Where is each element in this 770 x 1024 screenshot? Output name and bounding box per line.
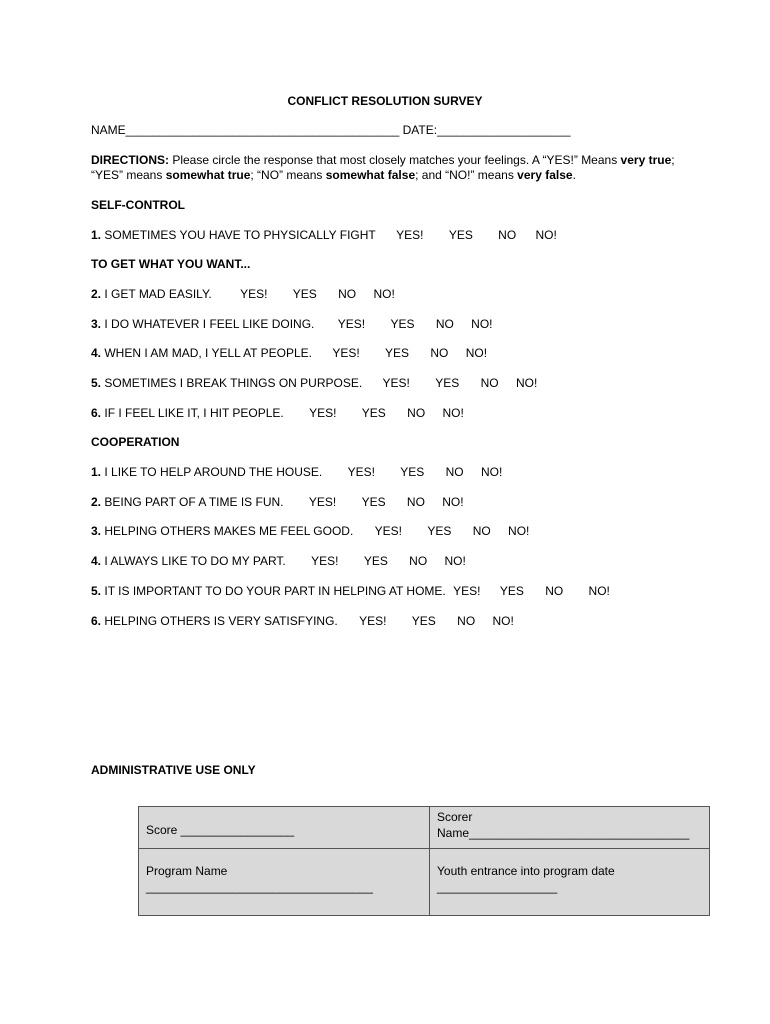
directions-text-5: . bbox=[572, 168, 576, 182]
survey-title: CONFLICT RESOLUTION SURVEY bbox=[287, 94, 483, 108]
response-yes-strong[interactable]: YES! bbox=[308, 495, 337, 509]
response-no[interactable]: NO bbox=[435, 317, 454, 331]
response-no[interactable]: NO bbox=[430, 346, 449, 360]
question-number: 4. bbox=[91, 554, 102, 568]
question-text: HELPING OTHERS IS VERY SATISFYING. bbox=[104, 614, 338, 628]
response-no[interactable]: NO bbox=[480, 376, 499, 390]
question-text: I DO WHATEVER I FEEL LIKE DOING. bbox=[104, 317, 315, 331]
response-yes-strong[interactable]: YES! bbox=[337, 317, 366, 331]
scorer-name-field[interactable]: Name_________________________________ bbox=[437, 826, 690, 840]
question-number: 6. bbox=[91, 406, 102, 420]
response-yes[interactable]: YES bbox=[292, 287, 317, 301]
question-number: 1. bbox=[91, 228, 102, 242]
response-no[interactable]: NO bbox=[472, 524, 491, 538]
response-yes[interactable]: YES bbox=[411, 614, 436, 628]
youth-entrance-field[interactable]: __________________ bbox=[437, 880, 558, 894]
response-yes[interactable]: YES bbox=[427, 524, 452, 538]
name-date-line[interactable]: NAME_________________________________________ DATE:____________________ bbox=[91, 123, 571, 137]
response-no[interactable]: NO bbox=[338, 287, 357, 301]
response-yes-strong[interactable]: YES! bbox=[347, 465, 375, 479]
response-no[interactable]: NO bbox=[409, 554, 428, 568]
response-no[interactable]: NO bbox=[457, 614, 476, 628]
question-number: 3. bbox=[91, 524, 102, 538]
question-row bbox=[91, 376, 537, 391]
question-number: 4. bbox=[91, 346, 102, 360]
response-yes-strong[interactable]: YES! bbox=[311, 554, 339, 568]
directions-bold-2: somewhat true bbox=[165, 168, 251, 182]
question-number: 6. bbox=[91, 614, 102, 628]
directions-text-2: ; “YES” means bbox=[91, 153, 675, 182]
question-text: SOMETIMES I BREAK THINGS ON PURPOSE. bbox=[104, 376, 363, 390]
scorer-cell bbox=[430, 807, 710, 849]
directions-bold-1: very true bbox=[620, 153, 672, 167]
section-heading-cooperation: COOPERATION bbox=[91, 435, 180, 449]
question-text: I LIKE TO HELP AROUND THE HOUSE. bbox=[104, 465, 323, 479]
question-row bbox=[91, 228, 557, 243]
response-no-strong[interactable]: NO! bbox=[515, 376, 538, 390]
section-heading-self-control: SELF-CONTROL bbox=[91, 198, 185, 212]
question-row bbox=[91, 584, 610, 599]
youth-entrance-cell bbox=[430, 849, 710, 916]
question-row bbox=[91, 614, 514, 629]
response-yes-strong[interactable]: YES! bbox=[332, 346, 360, 360]
question-row bbox=[91, 554, 466, 569]
response-yes-strong[interactable]: YES! bbox=[396, 228, 424, 242]
question-number: 2. bbox=[91, 495, 102, 509]
response-no[interactable]: NO bbox=[545, 584, 564, 598]
directions-text-3: ; “NO” means bbox=[250, 168, 326, 182]
program-cell bbox=[139, 849, 430, 916]
section-heading-get-what-you-want: TO GET WHAT YOU WANT... bbox=[91, 257, 251, 271]
question-text: I ALWAYS LIKE TO DO MY PART. bbox=[104, 554, 286, 568]
directions-bold-3: somewhat false bbox=[325, 168, 416, 182]
response-yes-strong[interactable]: YES! bbox=[382, 376, 410, 390]
question-number: 1. bbox=[91, 465, 102, 479]
response-no-strong[interactable]: NO! bbox=[471, 317, 493, 331]
response-no-strong[interactable]: NO! bbox=[442, 406, 464, 420]
question-text: WHEN I AM MAD, I YELL AT PEOPLE. bbox=[104, 346, 312, 360]
question-row bbox=[91, 346, 487, 361]
question-row bbox=[91, 524, 529, 539]
directions-bold-4: very false bbox=[517, 168, 573, 182]
question-text: SOMETIMES YOU HAVE TO PHYSICALLY FIGHT bbox=[104, 228, 376, 242]
response-no[interactable]: NO bbox=[407, 406, 426, 420]
question-text: IF I FEEL LIKE IT, I HIT PEOPLE. bbox=[104, 406, 284, 420]
directions bbox=[91, 153, 691, 183]
response-no-strong[interactable]: NO! bbox=[535, 228, 557, 242]
response-yes-strong[interactable]: YES! bbox=[453, 584, 481, 598]
question-text: I GET MAD EASILY. bbox=[104, 287, 212, 301]
response-no[interactable]: NO bbox=[445, 465, 464, 479]
response-no-strong[interactable]: NO! bbox=[492, 614, 514, 628]
response-yes[interactable]: YES bbox=[448, 228, 473, 242]
question-number: 2. bbox=[91, 287, 102, 301]
question-number: 5. bbox=[91, 584, 102, 598]
response-yes[interactable]: YES bbox=[435, 376, 460, 390]
admin-row bbox=[139, 849, 710, 916]
admin-table bbox=[138, 806, 710, 916]
question-row bbox=[91, 495, 464, 510]
response-yes-strong[interactable]: YES! bbox=[359, 614, 387, 628]
response-no[interactable]: NO bbox=[406, 495, 425, 509]
question-text: BEING PART OF A TIME IS FUN. bbox=[104, 495, 284, 509]
scorer-label: Scorer bbox=[437, 810, 473, 824]
response-no-strong[interactable]: NO! bbox=[442, 495, 464, 509]
response-yes-strong[interactable]: YES! bbox=[240, 287, 268, 301]
score-field[interactable]: Score _________________ bbox=[146, 823, 295, 837]
question-text: IT IS IMPORTANT TO DO YOUR PART IN HELPING AT HOME. bbox=[104, 584, 446, 598]
program-name-label: Program Name bbox=[146, 864, 228, 878]
response-no-strong[interactable]: NO! bbox=[465, 346, 488, 360]
response-no-strong[interactable]: NO! bbox=[444, 554, 466, 568]
response-yes[interactable]: YES bbox=[363, 554, 388, 568]
response-no-strong[interactable]: NO! bbox=[480, 465, 503, 479]
response-yes-strong[interactable]: YES! bbox=[309, 406, 337, 420]
response-yes[interactable]: YES bbox=[400, 465, 425, 479]
response-no-strong[interactable]: NO! bbox=[373, 287, 395, 301]
directions-label: DIRECTIONS: bbox=[91, 153, 169, 167]
response-yes[interactable]: YES bbox=[385, 346, 410, 360]
response-no-strong[interactable]: NO! bbox=[588, 584, 610, 598]
response-yes[interactable]: YES bbox=[499, 584, 524, 598]
score-cell bbox=[139, 807, 430, 849]
response-no[interactable]: NO bbox=[498, 228, 517, 242]
program-name-field[interactable]: __________________________________ bbox=[146, 880, 373, 894]
question-number: 3. bbox=[91, 317, 102, 331]
response-yes-strong[interactable]: YES! bbox=[374, 524, 402, 538]
response-yes[interactable]: YES bbox=[361, 406, 386, 420]
question-row bbox=[91, 406, 464, 421]
admin-heading: ADMINISTRATIVE USE ONLY bbox=[91, 763, 256, 777]
response-yes[interactable]: YES bbox=[361, 495, 386, 509]
question-row bbox=[91, 465, 502, 480]
response-no-strong[interactable]: NO! bbox=[508, 524, 530, 538]
directions-text-4: ; and “NO!” means bbox=[415, 168, 518, 182]
question-row bbox=[91, 317, 493, 332]
admin-row bbox=[139, 807, 710, 849]
response-yes[interactable]: YES bbox=[390, 317, 415, 331]
directions-text-1: Please circle the response that most closely matches your feelings. A “YES!” Means bbox=[169, 153, 621, 167]
question-number: 5. bbox=[91, 376, 102, 390]
youth-entrance-label: Youth entrance into program date bbox=[437, 864, 615, 878]
question-text: HELPING OTHERS MAKES ME FEEL GOOD. bbox=[104, 524, 354, 538]
question-row bbox=[91, 287, 395, 302]
